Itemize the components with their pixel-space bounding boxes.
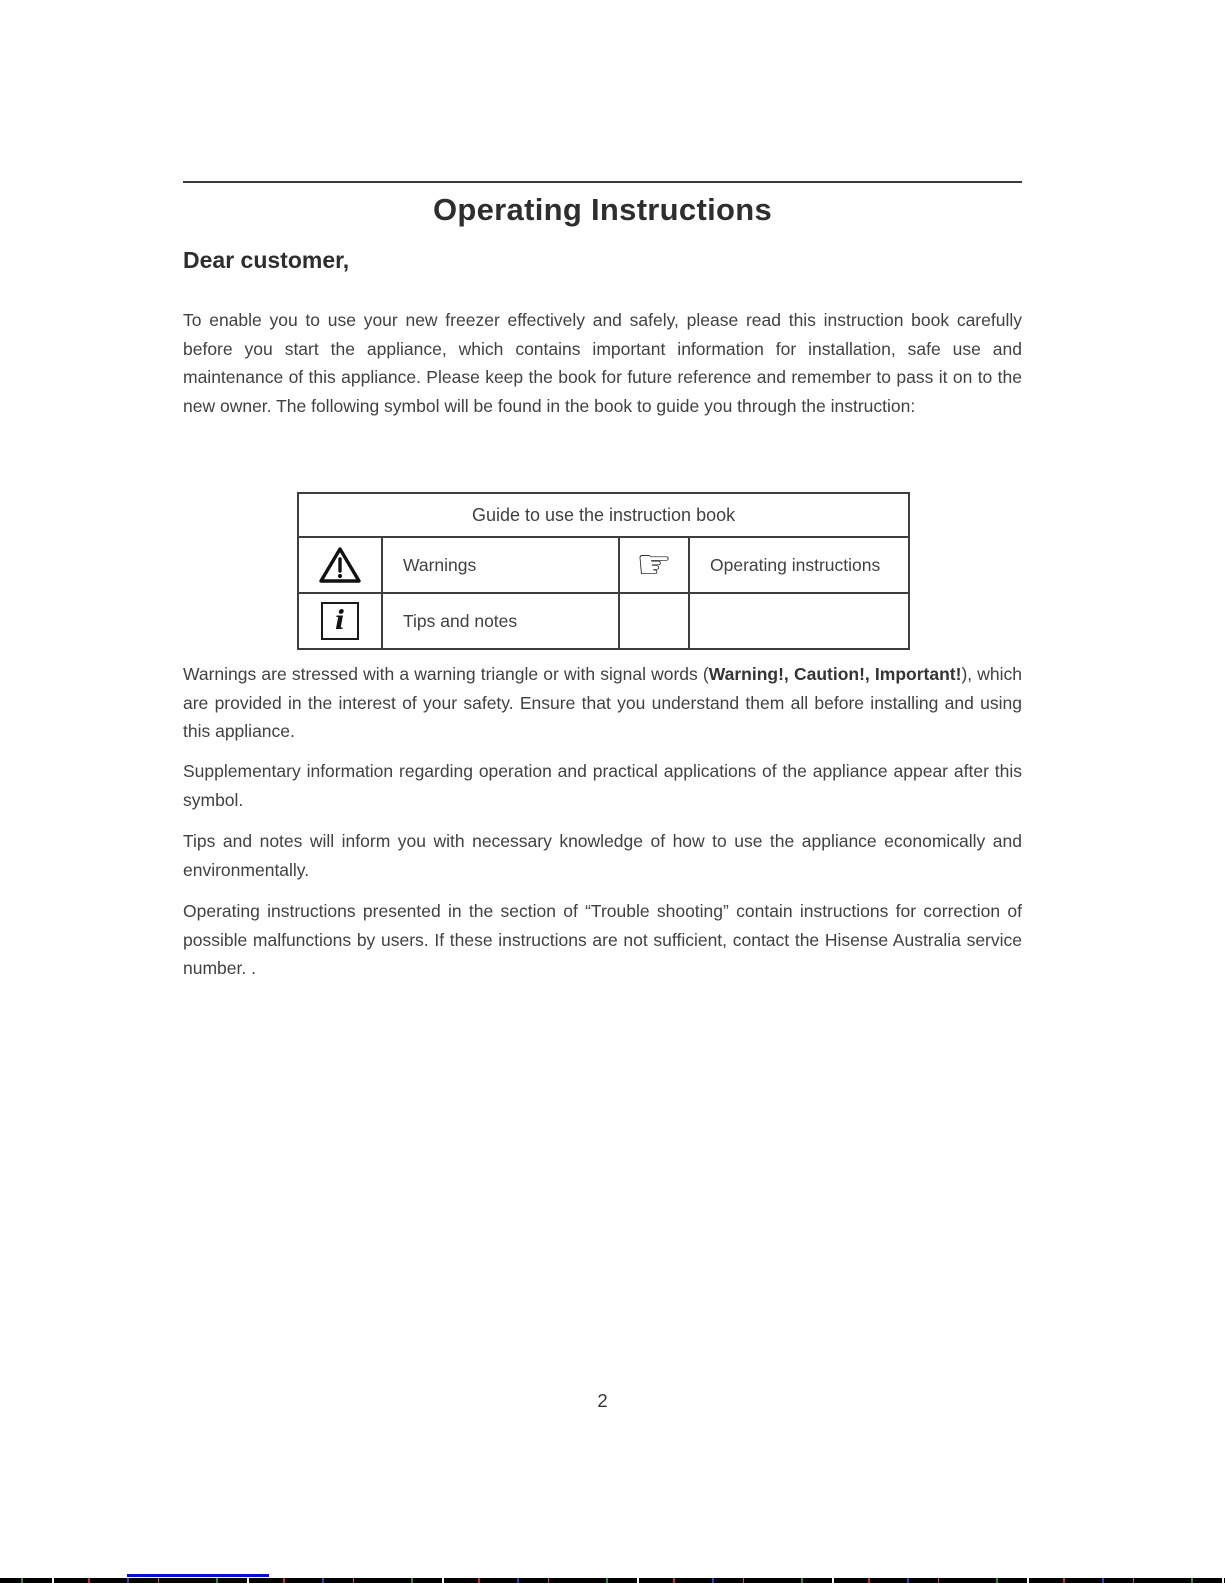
scan-artifact-blue-line xyxy=(127,1574,269,1577)
guide-table-row-1 xyxy=(298,537,909,593)
top-horizontal-rule xyxy=(183,181,1022,183)
tips-and-notes-label: Tips and notes xyxy=(382,593,619,649)
info-icon: i xyxy=(321,602,359,640)
paragraph-tips: Tips and notes will inform you with necessary knowledge of how to use the appliance economically and environmentally. xyxy=(183,831,1022,880)
paragraph-troubleshooting: Operating instructions presented in the section of “Trouble shooting” contain instructions for correction of possible malfunctions by users. If these instructions are not sufficient, contact the Hisense Australia service number. . xyxy=(183,901,1022,978)
empty-icon-cell xyxy=(619,593,689,649)
warnings-signal-words: Warning!, Caution!, Important! xyxy=(708,664,962,684)
warning-triangle-icon xyxy=(318,545,362,585)
paragraph-supplementary: Supplementary information regarding operation and practical applications of the appliance appear after this symbol. xyxy=(183,761,1022,810)
guide-table-row-2 xyxy=(298,593,909,649)
warnings-label: Warnings xyxy=(382,537,619,593)
salutation-heading: Dear customer, xyxy=(183,247,350,273)
guide-table xyxy=(297,492,910,650)
guide-table-header-row xyxy=(298,493,909,537)
empty-label-cell xyxy=(689,593,909,649)
pointing-hand-icon: ☞ xyxy=(636,542,672,588)
warnings-text-before: Warnings are stressed with a warning triangle or with signal words ( xyxy=(183,664,709,684)
guide-table-header: Guide to use the instruction book xyxy=(298,493,909,537)
warning-triangle-cell xyxy=(298,537,382,593)
page-number: 2 xyxy=(597,1390,608,1411)
pointing-hand-cell xyxy=(619,537,689,593)
page-title: Operating Instructions xyxy=(432,192,773,227)
warnings-text-after: ), which are provided in the interest of your safety. Ensure that you understand them all before installing and using this appliance. xyxy=(183,664,1023,741)
paragraph-intro: To enable you to use your new freezer effectively and safely, please read this instruction book carefully before you start the appliance, which contains important information for installation, safe use and maintenance of this appliance. Please keep the book for future reference and remember to pass it on to the new owner. The following symbol will be found in the book to guide you through the instruction: xyxy=(183,310,1022,416)
info-cell xyxy=(298,593,382,649)
paragraph-warnings xyxy=(183,660,1022,746)
scan-artifact-bottom-edge xyxy=(0,1578,1225,1583)
operating-instructions-label: Operating instructions xyxy=(689,537,909,593)
